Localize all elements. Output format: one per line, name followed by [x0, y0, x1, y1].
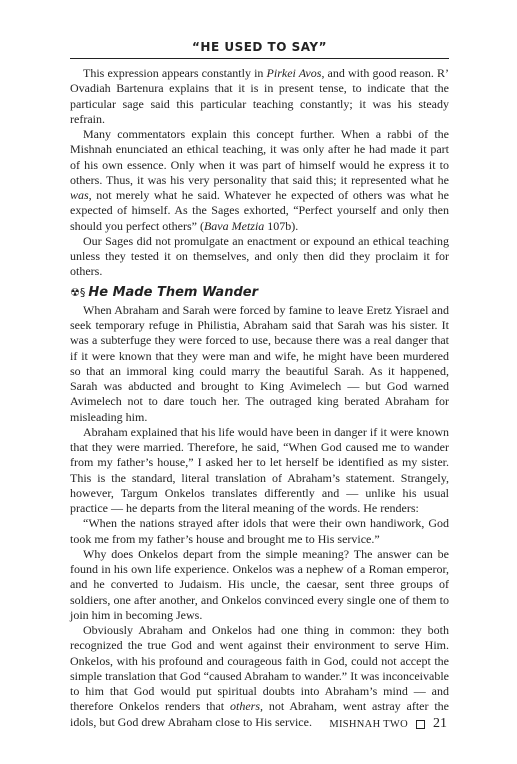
paragraph: Why does Onkelos depart from the simple meaning? The answer can be found in his own life experience. Onkelos was a nephew of a Roman emperor, and he converted to Judaism. His uncle, the caesar, sent three groups of soldiers, one after another, and Onkelos convinced every single one of them to join him in becoming Jews.: [70, 546, 449, 622]
section-heading: [70, 285, 449, 300]
text-span: Many commentators explain this concept further. When a rabbi of the Mishnah enunciated an ethical teaching, it was only after he had made it part of his own essence. Only when it was part of himself would he express it to others. Thus, it was his very personality that said this; it represented what he: [70, 127, 449, 187]
paragraph: [70, 623, 449, 730]
emphasis: others,: [230, 699, 263, 714]
citation-emphasis: Bava Metzia: [203, 218, 265, 233]
paragraph: [70, 66, 449, 127]
page-footer: [329, 716, 447, 732]
paragraph: [70, 127, 449, 234]
text-span: not merely what he said. Whatever he expected of others was what he expected of himself. As the Sages exhorted, “Perfect yourself and only then should you perfect others” (: [70, 188, 449, 233]
paragraph: Abraham explained that his life would have been in danger if it were known that they were married. Therefore, he said, “When God caused me to wander from my father’s house,” I asked her to let herself be identified as my sister. This is the standard, literal translation of Abraham’s statement. Strangely, however, Targum Onkelos translates differently and — unlike his usual practice — he departs from the literal meaning of the words. He renders:: [70, 424, 449, 515]
paragraph: “When the nations strayed after idols that were their own handiwork, God took me from my father’s house and brought me to His service.”: [70, 516, 449, 546]
section-heading-text: He Made Them Wander: [88, 284, 258, 300]
footer-section-label: MISHNAH TWO: [329, 718, 408, 730]
text-span: This expression appears constantly in: [83, 66, 267, 80]
text-span: 107b).: [264, 218, 299, 233]
body-text: [70, 66, 449, 730]
square-icon: [416, 720, 425, 729]
page-number: 21: [433, 716, 447, 731]
header-rule: [70, 58, 449, 59]
emphasis: was,: [70, 188, 92, 202]
paragraph: When Abraham and Sarah were forced by famine to leave Eretz Yisrael and seek temporary refuge in Philistia, Abraham said that Sarah was his sister. It was a subterfuge they were forced to use, because there was a real danger that if it were known that they were man and wife, he might have been murdered so that an immoral king could marry the beautiful Sarah. As it happened, Sarah was abducted and brought to King Avimelech — but God warned Avimelech not to dare touch her. The outraged king berated Abraham for misleading him.: [70, 302, 449, 424]
running-header-title: “HE USED TO SAY”: [192, 40, 327, 54]
section-mark-icon: ☢§: [70, 285, 86, 299]
text-span: , and with good reason. R’ Ovadiah Bartenura explains that it is in present tense, to indicate that the particular sage said this particular teaching constantly; it was his steady refrain.: [70, 66, 449, 126]
book-title-emphasis: Pirkei Avos: [266, 66, 322, 80]
text-span: not Abraham, went astray after the idols, but God drew Abraham close to His service.: [70, 699, 450, 729]
paragraph: Our Sages did not promulgate an enactment or expound an ethical teaching unless they tested it on themselves, and only then did they proclaim it for others.: [70, 233, 449, 279]
text-span: Obviously Abraham and Onkelos had one thing in common: they both recognized the true God and went against their environment to serve Him. Onkelos, with his profound and courageous faith in God, could not accept the simple translation that God “caused Abraham to wander.” It was inconceivable to him that God would put spiritual doubts into Abraham’s mind — and therefore Onkelos renders that: [70, 623, 449, 714]
